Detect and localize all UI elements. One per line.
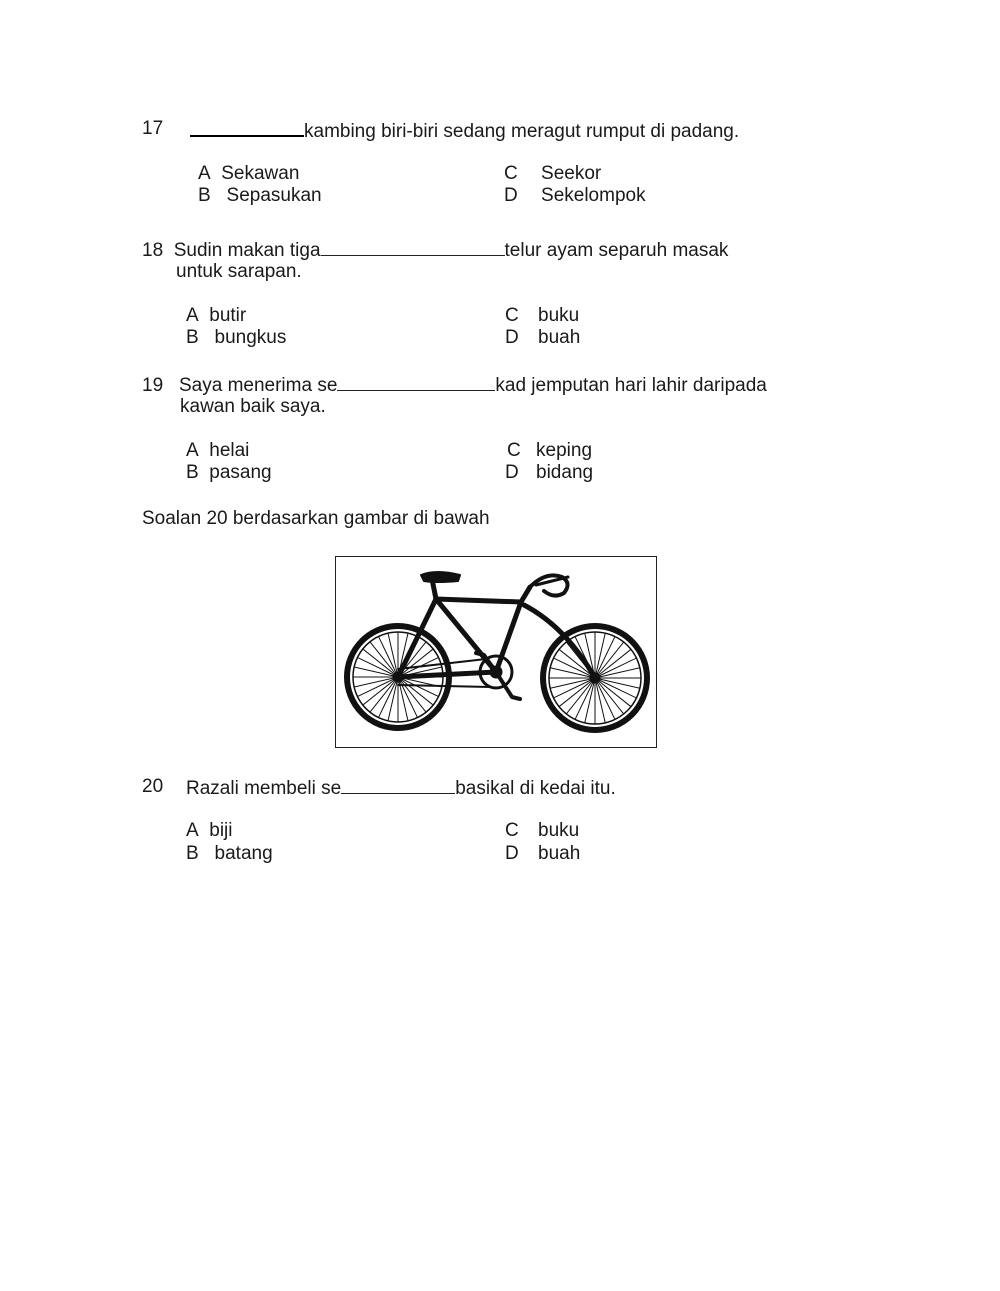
option-letter: D bbox=[505, 843, 519, 864]
option-18-d[interactable] bbox=[505, 327, 580, 349]
option-19-a[interactable] bbox=[186, 440, 249, 462]
question-text-before: Sudin makan tiga bbox=[173, 240, 321, 261]
answer-blank[interactable] bbox=[321, 238, 505, 256]
option-17-d[interactable] bbox=[504, 185, 646, 207]
question-number: 18 bbox=[142, 240, 164, 261]
question-text-before: Razali membeli se bbox=[186, 778, 342, 799]
answer-blank[interactable] bbox=[190, 118, 304, 137]
option-letter: A bbox=[198, 163, 211, 184]
instruction-text: Soalan 20 berdasarkan gambar di bawah bbox=[142, 508, 490, 529]
option-19-c[interactable] bbox=[507, 440, 592, 462]
answer-blank[interactable] bbox=[337, 373, 495, 391]
option-text: keping bbox=[536, 440, 593, 461]
option-letter: B bbox=[186, 843, 199, 864]
option-20-c[interactable] bbox=[505, 820, 579, 842]
option-text: buah bbox=[538, 843, 581, 864]
question-text-before: Saya menerima se bbox=[178, 375, 338, 396]
question-19-continuation: kawan baik saya. bbox=[180, 396, 326, 417]
answer-blank[interactable] bbox=[341, 776, 455, 794]
option-20-d[interactable] bbox=[505, 843, 580, 865]
option-text: pasang bbox=[209, 462, 272, 483]
figure-box bbox=[335, 556, 657, 748]
option-letter: B bbox=[186, 327, 199, 348]
option-text: batang bbox=[214, 843, 273, 864]
option-letter: C bbox=[504, 163, 518, 184]
question-18-stem bbox=[142, 238, 728, 262]
option-19-d[interactable] bbox=[505, 462, 593, 484]
option-18-b[interactable] bbox=[186, 327, 286, 349]
question-20-number: 20 bbox=[142, 776, 164, 797]
option-text: biji bbox=[209, 820, 233, 841]
option-text: bungkus bbox=[214, 327, 287, 348]
option-letter: C bbox=[505, 305, 519, 326]
option-letter: A bbox=[186, 820, 199, 841]
option-letter: D bbox=[504, 185, 518, 206]
option-17-b[interactable] bbox=[198, 185, 322, 207]
question-17-number: 17 bbox=[142, 118, 164, 139]
option-19-b[interactable] bbox=[186, 462, 272, 484]
option-text: Sekawan bbox=[221, 163, 300, 184]
option-letter: A bbox=[186, 440, 199, 461]
question-17-stem bbox=[190, 118, 739, 143]
option-text: buku bbox=[538, 820, 580, 841]
option-text: Sepasukan bbox=[226, 185, 322, 206]
option-letter: B bbox=[186, 462, 199, 483]
option-17-c[interactable] bbox=[504, 163, 601, 185]
option-text: buku bbox=[538, 305, 580, 326]
option-letter: A bbox=[186, 305, 199, 326]
option-20-a[interactable] bbox=[186, 820, 232, 842]
option-18-a[interactable] bbox=[186, 305, 246, 327]
question-18-continuation: untuk sarapan. bbox=[176, 261, 302, 282]
question-text-after: basikal di kedai itu. bbox=[455, 778, 616, 799]
option-letter: D bbox=[505, 327, 519, 348]
question-text-after: kad jemputan hari lahir daripada bbox=[495, 375, 767, 396]
question-19-stem bbox=[142, 373, 767, 397]
option-18-c[interactable] bbox=[505, 305, 579, 327]
option-17-a[interactable] bbox=[198, 163, 299, 185]
option-letter: C bbox=[505, 820, 519, 841]
question-number: 19 bbox=[142, 375, 164, 396]
option-text: butir bbox=[209, 305, 247, 326]
bicycle-illustration bbox=[336, 557, 655, 746]
option-text: Seekor bbox=[541, 163, 602, 184]
option-letter: B bbox=[198, 185, 211, 206]
option-text: buah bbox=[538, 327, 581, 348]
option-text: Sekelompok bbox=[541, 185, 646, 206]
question-text-after: telur ayam separuh masak bbox=[504, 240, 729, 261]
option-text: bidang bbox=[536, 462, 594, 483]
question-17-text: kambing biri-biri sedang meragut rumput di padang. bbox=[304, 121, 740, 142]
option-20-b[interactable] bbox=[186, 843, 273, 865]
option-letter: D bbox=[505, 462, 519, 483]
option-letter: C bbox=[507, 440, 521, 461]
option-text: helai bbox=[209, 440, 250, 461]
question-20-stem bbox=[186, 776, 616, 800]
